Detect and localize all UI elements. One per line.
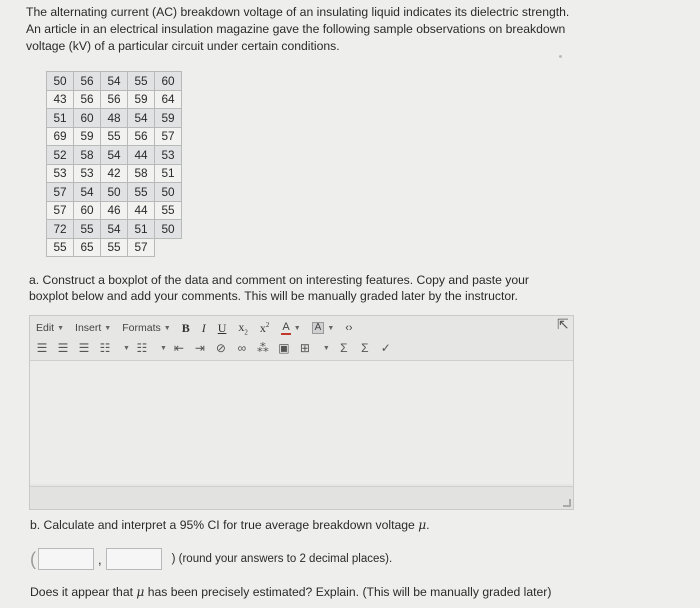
- table-cell: 58: [128, 164, 155, 183]
- table-cell: 54: [128, 109, 155, 128]
- chevron-down-icon[interactable]: ▼: [159, 344, 167, 352]
- ci-comma: ,: [98, 551, 102, 567]
- question-a-text: a. Construct a boxplot of the data and comment on interesting features. Copy and paste your boxplot below and add your comments. This will be manually graded later by the instructor.: [29, 273, 529, 303]
- ci-rounding-note: ) (round your answers to 2 decimal places).: [171, 553, 393, 565]
- table-cell: 54: [101, 72, 128, 91]
- align-center-icon[interactable]: ☰: [57, 341, 69, 355]
- align-right-icon[interactable]: ☰: [78, 341, 90, 355]
- table-cell: 50: [155, 220, 182, 239]
- align-left-icon[interactable]: ☰: [36, 341, 48, 355]
- table-cell: 51: [155, 164, 182, 183]
- table-cell: 55: [47, 238, 74, 257]
- table-cell: 50: [101, 183, 128, 202]
- table-cell: 58: [74, 146, 101, 165]
- table-cell: 60: [74, 201, 101, 220]
- image-icon[interactable]: ▣: [278, 341, 290, 355]
- chevron-down-icon[interactable]: ▼: [123, 344, 130, 352]
- font-color-button[interactable]: [281, 322, 300, 335]
- table-cell: 57: [128, 238, 155, 257]
- question-c-text: [30, 585, 551, 599]
- underline-button[interactable]: U: [217, 320, 227, 335]
- table-cell: 51: [128, 220, 155, 239]
- table-cell: 50: [47, 72, 74, 91]
- problem-intro: The alternating current (AC) breakdown voltage of an insulating liquid indicates its dielectric strength. An article in an electrical insulation magazine gave the following sample observations on breakdown voltage (kV) of a particular circuit under certain conditions.: [26, 5, 570, 53]
- table-cell: 56: [74, 72, 101, 91]
- spellcheck-icon[interactable]: ✓: [380, 341, 391, 355]
- table-cell: 54: [101, 220, 128, 239]
- table-cell: 56: [101, 90, 128, 109]
- table-row: [47, 72, 182, 91]
- ci-input-row: [30, 547, 392, 571]
- table-cell: 55: [155, 201, 182, 220]
- table-cell: 55: [128, 72, 155, 91]
- table-cell: 59: [155, 109, 182, 128]
- background-color-icon: A: [312, 322, 325, 334]
- table-cell: 55: [101, 238, 128, 257]
- outdent-icon[interactable]: ⇤: [173, 341, 184, 355]
- source-code-button[interactable]: [345, 322, 352, 334]
- question-c-prefix: Does it appear that: [30, 585, 133, 599]
- table-icon[interactable]: ⊞: [299, 341, 310, 355]
- subscript-label: x: [238, 319, 245, 334]
- chevron-down-icon: ▼: [163, 324, 171, 332]
- bullet-list-icon[interactable]: ☷: [99, 341, 111, 355]
- table-row: [47, 127, 182, 146]
- table-cell: 53: [155, 146, 182, 165]
- mu-symbol: μ: [136, 585, 145, 599]
- editor-content-area[interactable]: [30, 360, 573, 484]
- table-cell: 57: [47, 201, 74, 220]
- table-row: [47, 183, 182, 202]
- ci-upper-input[interactable]: [106, 548, 162, 570]
- table-cell: 53: [74, 164, 101, 183]
- table-cell: 52: [47, 146, 74, 165]
- table-cell: 60: [74, 109, 101, 128]
- mouse-pointer-icon: ⇱: [557, 316, 569, 332]
- table-row: [47, 90, 182, 109]
- table-cell: 50: [155, 183, 182, 202]
- table-row: [47, 146, 182, 165]
- table-cell: 64: [155, 90, 182, 109]
- unlink-icon[interactable]: ⁂: [256, 341, 269, 355]
- table-row: [47, 164, 182, 183]
- question-b-text: [30, 518, 430, 532]
- subscript-button[interactable]: $x_2$: [238, 319, 248, 337]
- table-cell: 44: [128, 201, 155, 220]
- font-color-icon: A: [282, 320, 290, 333]
- table-cell: 60: [155, 72, 182, 91]
- chevron-down-icon: ▼: [57, 324, 65, 332]
- table-cell: 57: [155, 127, 182, 146]
- formats-menu[interactable]: [122, 322, 170, 334]
- numbered-list-icon[interactable]: ☷: [136, 341, 148, 355]
- question-b-prefix: b. Calculate and interpret a 95% CI for true average breakdown voltage: [30, 518, 415, 532]
- attachment-icon[interactable]: ⊘: [215, 341, 226, 355]
- resize-handle-icon[interactable]: [563, 499, 571, 507]
- editor-menubar: [30, 318, 573, 338]
- table-cell: [155, 238, 182, 257]
- table-cell: 46: [101, 201, 128, 220]
- table-cell: 57: [47, 183, 74, 202]
- insert-menu[interactable]: [75, 322, 111, 334]
- chevron-down-icon: ▼: [327, 324, 335, 332]
- superscript-label: x: [259, 320, 266, 335]
- table-cell: 48: [101, 109, 128, 128]
- table-cell: 72: [47, 220, 74, 239]
- chevron-down-icon[interactable]: ▼: [322, 344, 330, 352]
- table-cell: 56: [74, 90, 101, 109]
- edit-menu[interactable]: [36, 322, 64, 334]
- insert-menu-label: Insert: [75, 322, 102, 334]
- mu-symbol: μ: [418, 518, 427, 532]
- open-paren: (: [30, 548, 36, 569]
- table-row: [47, 220, 182, 239]
- code-icon: ‹›: [345, 322, 353, 334]
- indent-icon[interactable]: ⇥: [194, 341, 205, 355]
- table-cell: 44: [128, 146, 155, 165]
- table-cell: 42: [101, 164, 128, 183]
- sigma-icon[interactable]: Σ: [361, 341, 369, 355]
- table-cell: 56: [128, 127, 155, 146]
- decorative-dot: [559, 55, 562, 58]
- table-cell: 54: [74, 183, 101, 202]
- table-cell: 53: [47, 164, 74, 183]
- table-cell: 59: [74, 127, 101, 146]
- question-b-suffix: .: [426, 518, 430, 532]
- table-cell: 43: [47, 90, 74, 109]
- bold-button[interactable]: B: [181, 320, 190, 335]
- edit-menu-label: Edit: [36, 322, 55, 334]
- table-cell: 55: [101, 127, 128, 146]
- editor-statusbar: [30, 486, 573, 509]
- ci-lower-input[interactable]: [38, 548, 94, 570]
- italic-button[interactable]: I: [201, 320, 206, 335]
- table-cell: 65: [74, 238, 101, 257]
- rich-text-editor[interactable]: [29, 315, 574, 510]
- table-row: [47, 201, 182, 220]
- link-icon[interactable]: ∞: [237, 341, 247, 355]
- equation-icon[interactable]: Σ: [340, 341, 348, 355]
- chevron-down-icon: ▼: [104, 324, 112, 332]
- background-color-button[interactable]: [312, 322, 335, 334]
- table-cell: 51: [47, 109, 74, 128]
- table-row: [47, 238, 182, 257]
- editor-toolbar: [30, 338, 573, 358]
- chevron-down-icon: ▼: [293, 324, 301, 332]
- table-cell: 54: [101, 146, 128, 165]
- table-cell: 55: [128, 183, 155, 202]
- superscript-button[interactable]: $x^2$: [259, 320, 270, 335]
- table-row: [47, 109, 182, 128]
- formats-menu-label: Formats: [122, 322, 161, 334]
- table-cell: 69: [47, 127, 74, 146]
- question-c-suffix: has been precisely estimated? Explain. (This will be manually graded later): [147, 585, 552, 599]
- data-table: [46, 71, 182, 257]
- table-cell: 55: [74, 220, 101, 239]
- table-cell: 59: [128, 90, 155, 109]
